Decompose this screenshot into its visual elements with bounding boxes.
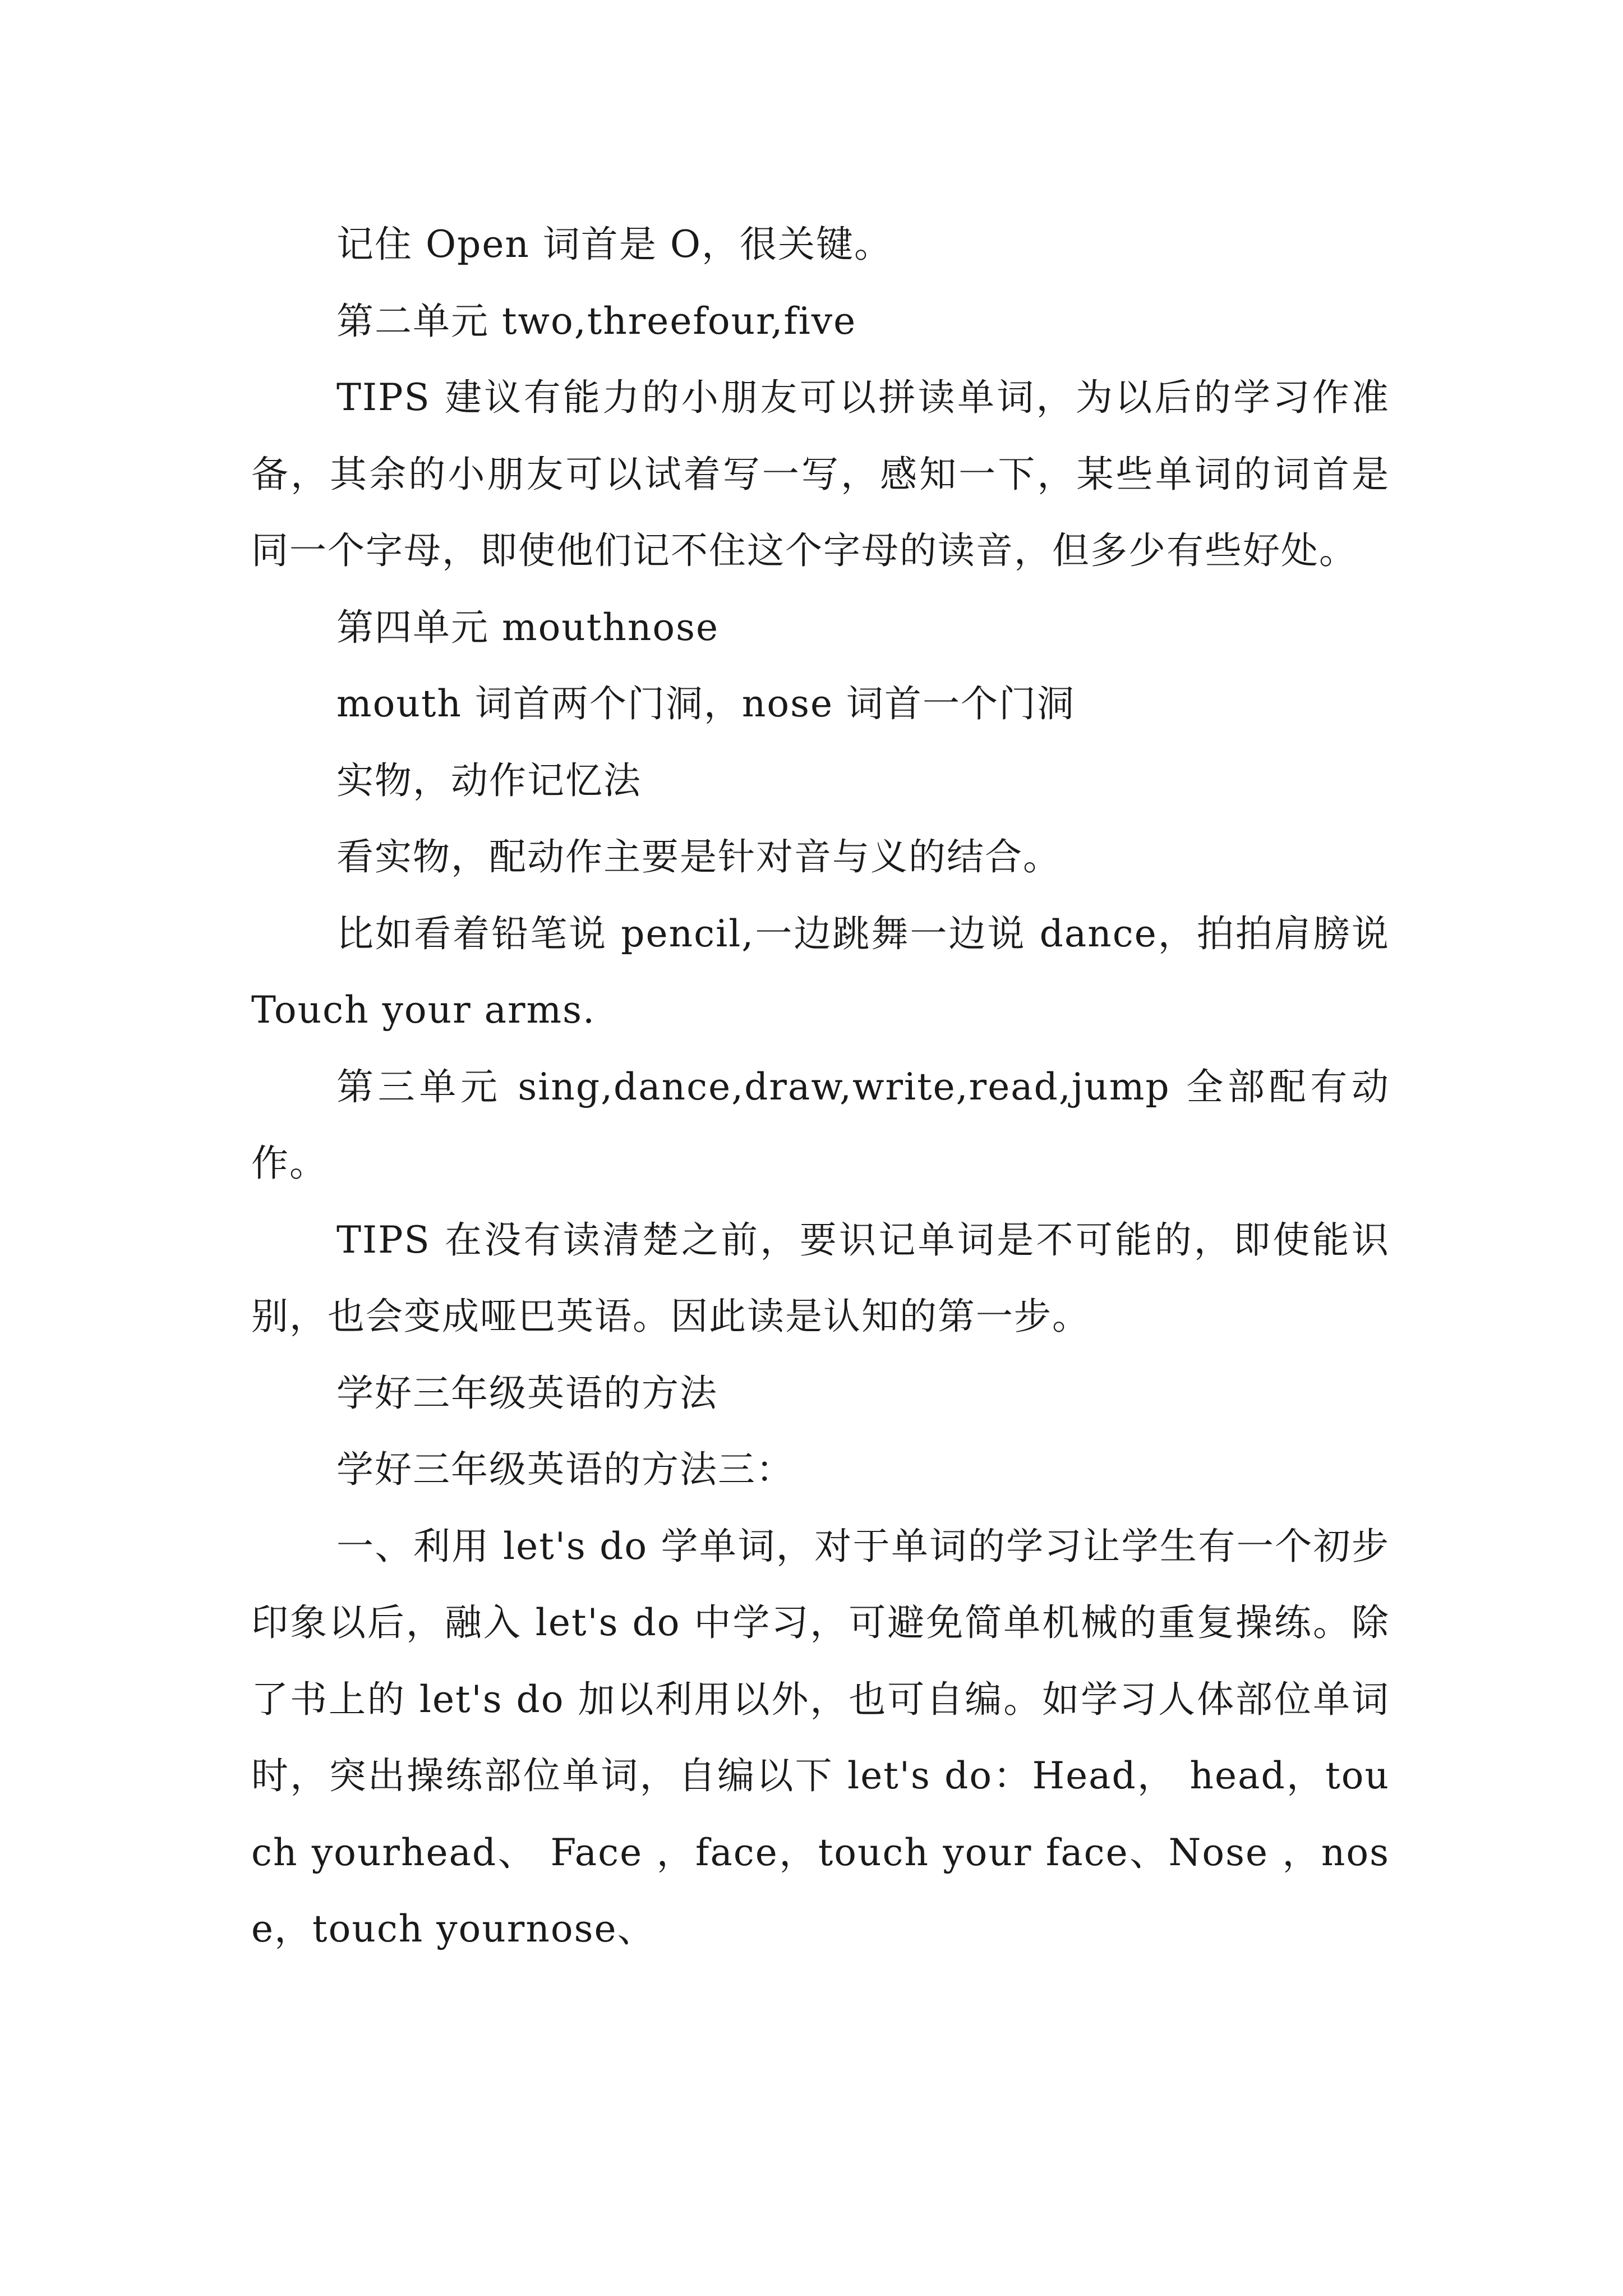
paragraph-tips-spelling: TIPS 建议有能力的小朋友可以拼读单词，为以后的学习作准备，其余的小朋友可以试着写一写，感知一下，某些单词的词首是同一个字母，即使他们记不住这个字母的读音，但多少有些好处。: [251, 376, 1390, 572]
paragraph-open-word: 记住 Open 词首是 O，很关键。: [336, 223, 892, 266]
paragraph-section-heading: 学好三年级英语的方法: [336, 1371, 718, 1415]
paragraph-pencil-example: 比如看着铅笔说 pencil,一边跳舞一边说 dance，拍拍肩膀说 Touch your arms.: [251, 912, 1390, 1032]
paragraph-mouth-nose: mouth 词首两个门洞，nose 词首一个门洞: [336, 682, 1075, 725]
paragraph-real-objects: 看实物，配动作主要是针对音与义的结合。: [336, 835, 1061, 878]
paragraph-unit-four: 第四单元 mouthnose: [336, 605, 720, 649]
paragraph-method-three: 学好三年级英语的方法三：: [336, 1448, 794, 1491]
paragraph-memory-method: 实物，动作记忆法: [336, 758, 642, 802]
document-body: [251, 206, 1390, 1968]
paragraph-lets-do: 一、利用 let's do 学单词，对于单词的学习让学生有一个初步印象以后，融入 let's do 中学习，可避免简单机械的重复操练。除了书上的 let's do 加以利用以外，也可自编。如学习人体部位单词时，突出操练部位单词，自编以下 let's do：Head， head，touch yourhead、 Face ，face，touch your face、Nose ，nose，touch yournose、: [251, 1524, 1390, 1950]
paragraph-tips-reading: TIPS 在没有读清楚之前，要识记单词是不可能的，即使能识别，也会变成哑巴英语。因此读是认知的第一步。: [251, 1218, 1390, 1338]
paragraph-unit-two: 第二单元 two,threefour,five: [336, 299, 857, 343]
paragraph-unit-three: 第三单元 sing,dance,draw,write,read,jump 全部配有动作。: [251, 1065, 1390, 1185]
